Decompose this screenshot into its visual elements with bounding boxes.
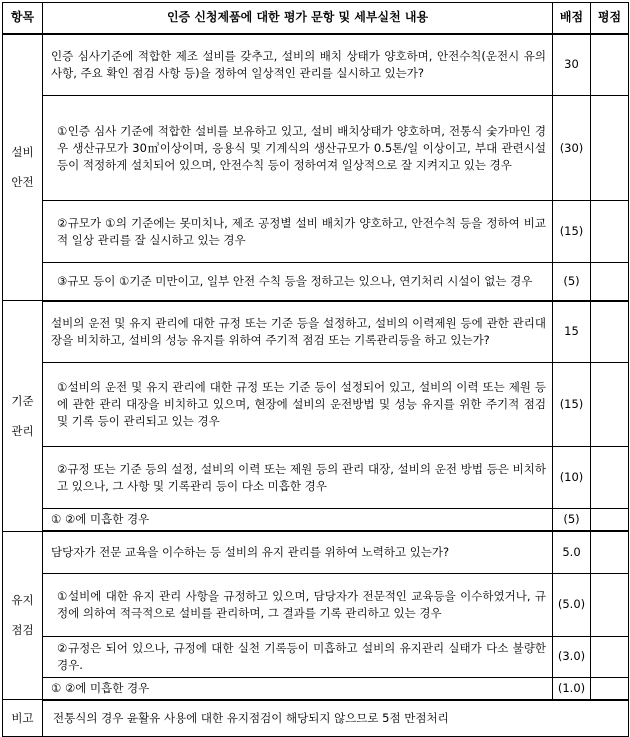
table-row bbox=[3, 447, 629, 509]
score-value: (10) bbox=[553, 447, 591, 509]
category-equipment-safety: 설비 안전 bbox=[3, 34, 43, 301]
score-value: (15) bbox=[553, 363, 591, 447]
remark-text: 전통식의 경우 윤활유 사용에 대한 유지점검이 해당되지 않으므로 5점 만점처리 bbox=[43, 700, 629, 737]
header-rating: 평점 bbox=[591, 3, 629, 34]
score-value: (5) bbox=[553, 263, 591, 301]
criterion-text: ③규모 등이 ①기준 미만이고, 일부 안전 수칙 등을 정하고는 있으나, 연기처리 시설이 없는 경우 bbox=[43, 263, 553, 301]
rating-cell[interactable] bbox=[591, 636, 629, 677]
remark-row bbox=[3, 700, 629, 737]
rating-cell[interactable] bbox=[591, 363, 629, 447]
rating-cell[interactable] bbox=[591, 263, 629, 301]
header-score: 배점 bbox=[553, 3, 591, 34]
rating-cell[interactable] bbox=[591, 447, 629, 509]
score-value: (15) bbox=[553, 201, 591, 263]
category-standard-management: 기준 관리 bbox=[3, 301, 43, 532]
table-row bbox=[3, 301, 629, 363]
table-row bbox=[3, 573, 629, 636]
category-maintenance-inspection: 유지 점검 bbox=[3, 531, 43, 700]
criterion-text: ②규정은 되어 있으나, 규정에 대한 실천 기록등이 미흡하고 설비의 유지관리 실태가 다소 불량한 경우. bbox=[43, 636, 553, 677]
rating-cell[interactable] bbox=[591, 531, 629, 573]
score-value: (30) bbox=[553, 96, 591, 201]
score-value: (5.0) bbox=[553, 573, 591, 636]
rating-cell[interactable] bbox=[591, 573, 629, 636]
score-value: (5) bbox=[553, 509, 591, 532]
criterion-text: ②규정 또는 기준 등의 설정, 설비의 이력 또는 제원 등의 관리 대장, 설비의 운전 방법 등은 비치하고 있으나, 그 사항 및 기록관리 등이 다소 미흡한 경우 bbox=[43, 447, 553, 509]
table-row bbox=[3, 201, 629, 263]
rating-cell[interactable] bbox=[591, 509, 629, 532]
rating-cell[interactable] bbox=[591, 201, 629, 263]
evaluation-table bbox=[2, 2, 629, 737]
score-value: 15 bbox=[553, 301, 591, 363]
remark-label: 비고 bbox=[3, 700, 43, 737]
score-value: 5.0 bbox=[553, 531, 591, 573]
criterion-text: 인증 심사기준에 적합한 제조 설비를 갖추고, 설비의 배치 상태가 양호하며, 안전수칙(운전시 유의사항, 주요 확인 점검 사항 등)을 정하여 일상적인 관리를 실시하고 있는가? bbox=[43, 34, 553, 96]
table-row bbox=[3, 636, 629, 677]
table-row bbox=[3, 363, 629, 447]
table-row bbox=[3, 677, 629, 700]
score-value: 30 bbox=[553, 34, 591, 96]
criterion-text: ②규모가 ①의 기준에는 못미치나, 제조 공정별 설비 배치가 양호하고, 안전수칙 등을 정하여 비교적 일상 관리를 잘 실시하고 있는 경우 bbox=[43, 201, 553, 263]
table-row bbox=[3, 509, 629, 532]
criterion-text: ① ②에 미흡한 경우 bbox=[43, 677, 553, 700]
criterion-text: 설비의 운전 및 유지 관리에 대한 규정 또는 기준 등을 설정하고, 설비의 이력제원 등에 관한 관리대장을 비치하고, 설비의 성능 유지를 위하여 주기적 점검 또는 기록관리등을 하고 있는가? bbox=[43, 301, 553, 363]
rating-cell[interactable] bbox=[591, 301, 629, 363]
table-row bbox=[3, 531, 629, 573]
rating-cell[interactable] bbox=[591, 677, 629, 700]
criterion-text: 담당자가 전문 교육을 이수하는 등 설비의 유지 관리를 위하여 노력하고 있는가? bbox=[43, 531, 553, 573]
criterion-text: ①설비에 대한 유지 관리 사항을 규정하고 있으며, 담당자가 전문적인 교육등을 이수하였거나, 규정에 의하여 적극적으로 설비를 관리하며, 그 결과를 기록 관리하고 있는 경우 bbox=[43, 573, 553, 636]
header-row bbox=[3, 3, 629, 34]
criterion-text: ① ②에 미흡한 경우 bbox=[43, 509, 553, 532]
header-content: 인증 신청제품에 대한 평가 문항 및 세부실천 내용 bbox=[43, 3, 553, 34]
header-item: 항목 bbox=[3, 3, 43, 34]
score-value: (1.0) bbox=[553, 677, 591, 700]
rating-cell[interactable] bbox=[591, 34, 629, 96]
table-row bbox=[3, 96, 629, 201]
score-value: (3.0) bbox=[553, 636, 591, 677]
criterion-text: ①인증 심사 기준에 적합한 설비를 보유하고 있고, 설비 배치상태가 양호하며, 전통식 숯가마인 경우 생산규모가 30㎥이상이며, 응용식 및 기계식의 생산규모가 0.5톤/일 이상이고, 부대 관련시설 등이 적정하게 설치되어 있으며, 안전수칙 등이 정하여져 일상적으로 잘 지켜지고 있는 경우 bbox=[43, 96, 553, 201]
rating-cell[interactable] bbox=[591, 96, 629, 201]
table-row bbox=[3, 263, 629, 301]
table-row bbox=[3, 34, 629, 96]
criterion-text: ①설비의 운전 및 유지 관리에 대한 규정 또는 기준 등이 설정되어 있고, 설비의 이력 또는 제원 등에 관한 관리 대장을 비치하고 있으며, 현장에 설비의 운전방법 및 성능 유지를 위한 주기적 점검 및 기록 등이 관리되고 있는 경우 bbox=[43, 363, 553, 447]
